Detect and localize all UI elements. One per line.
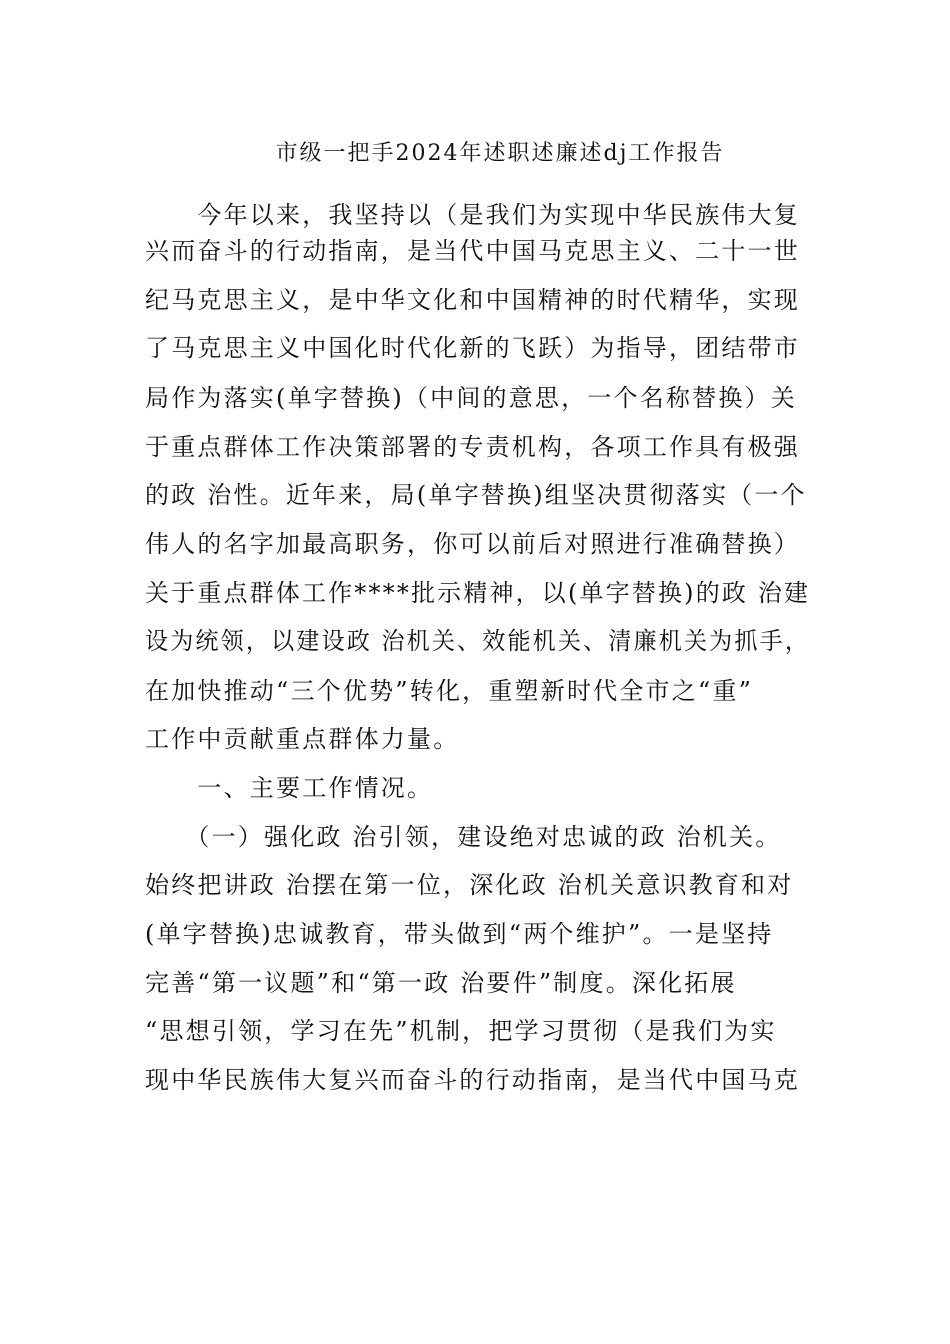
body-line: 关于重点群体工作****批示精神，以(单字替换)的政 治建 xyxy=(145,579,811,607)
body-line: 今年以来，我坚持以（是我们为实现中华民族伟大复 xyxy=(145,201,800,229)
body-line: 始终把讲政 治摆在第一位，深化政 治机关意识教育和对 xyxy=(145,871,794,899)
body-line: “思想引领，学习在先”机制，把学习贯彻（是我们为实 xyxy=(145,1017,777,1045)
body-line: (单字替换)忠诚教育，带头做到“两个维护”。一是坚持 xyxy=(145,920,774,948)
body-line: 的政 治性。近年来，局(单字替换)组坚决贯彻落实（一个 xyxy=(145,481,807,509)
body-line: 完善“第一议题”和“第一政 治要件”制度。深化拓展 xyxy=(145,969,737,997)
body-line: 于重点群体工作决策部署的专责机构，各项工作具有极强 xyxy=(145,433,800,461)
document-title: 市级一把手2024年述职述廉述dj工作报告 xyxy=(275,141,725,166)
body-line: 伟人的名字加最高职务，你可以前后对照进行准确替换） xyxy=(145,530,800,558)
body-line: 现中华民族伟大复兴而奋斗的行动指南，是当代中国马克 xyxy=(145,1066,800,1094)
body-line: 局作为落实(单字替换)（中间的意思，一个名称替换）关 xyxy=(145,384,797,412)
body-line: （一）强化政 治引领，建设绝对忠诚的政 治机关。 xyxy=(145,823,782,851)
body-line: 工作中贡献重点群体力量。 xyxy=(145,725,460,753)
body-line: 设为统领，以建设政 治机关、效能机关、清廉机关为抓手， xyxy=(145,627,811,655)
body-line: 在加快推动“三个优势”转化，重塑新时代全市之“重” xyxy=(145,677,754,705)
body-line: 兴而奋斗的行动指南，是当代中国马克思主义、二十一世 xyxy=(145,237,800,265)
body-line: 了马克思主义中国化时代化新的飞跃）为指导，团结带市 xyxy=(145,334,800,362)
body-line: 一、主要工作情况。 xyxy=(145,774,434,802)
body-line: 纪马克思主义，是中华文化和中国精神的时代精华，实现 xyxy=(145,286,800,314)
